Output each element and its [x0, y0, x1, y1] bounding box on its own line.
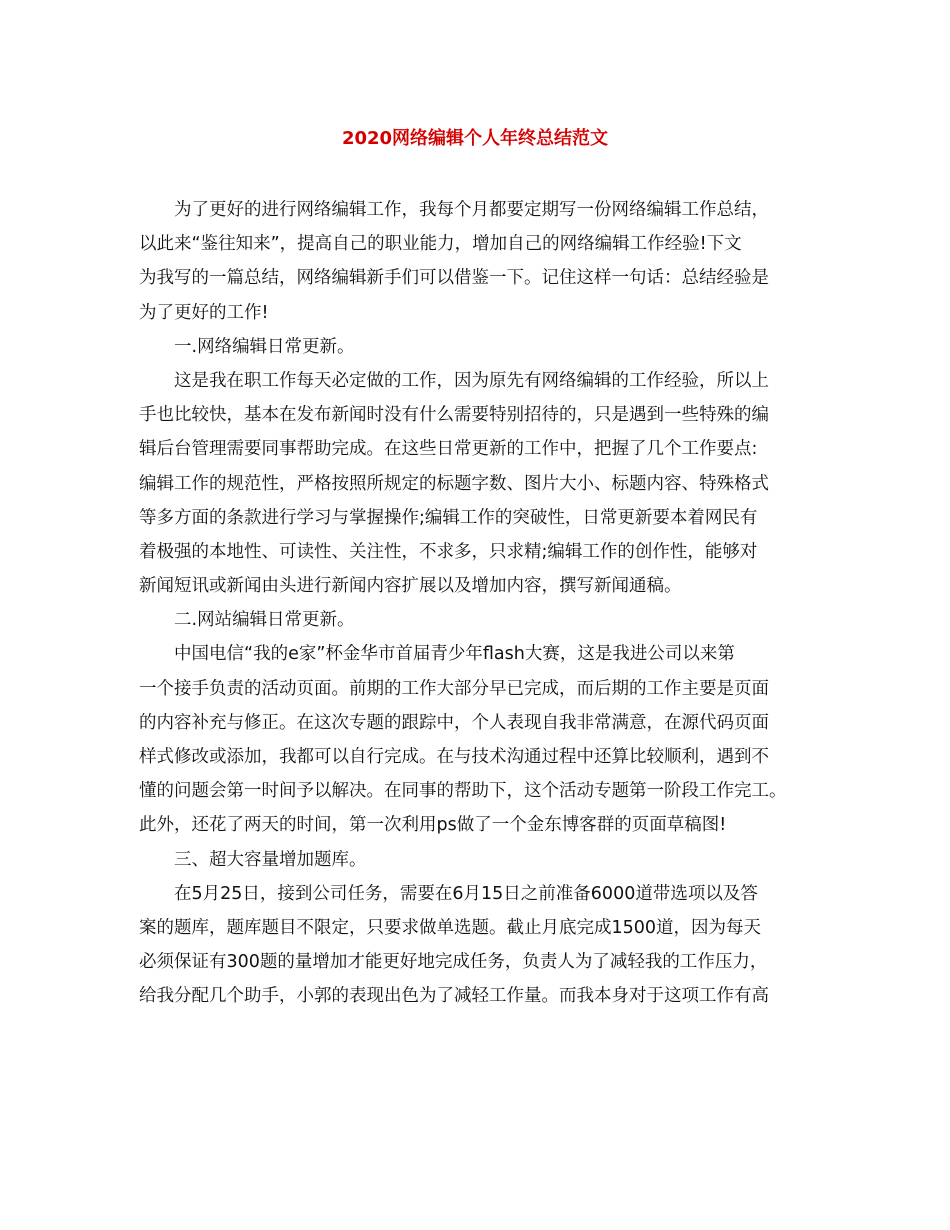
body-line: 着极强的本地性、可读性、关注性，不求多，只求精;编辑工作的创作性，能够对: [139, 541, 758, 562]
body-line: 新闻短讯或新闻由头进行新闻内容扩展以及增加内容，撰写新闻通稿。: [139, 576, 682, 597]
body-line: 中国电信“我的e家”杯金华市首届青少年flash大赛，这是我进公司以来第: [174, 644, 735, 665]
body-line: 为我写的一篇总结，网络编辑新手们可以借鉴一下。记住这样一句话：总结经验是: [139, 268, 769, 289]
body-line: 二.网站编辑日常更新。: [174, 610, 355, 631]
body-line: 的内容补充与修正。在这次专题的跟踪中，个人表现自我非常满意，在源代码页面: [139, 712, 769, 733]
body-line: 给我分配几个助手，小郭的表现出色为了减轻工作量。而我本身对于这项工作有高: [139, 986, 769, 1007]
body-line: 这是我在职工作每天必定做的工作，因为原先有网络编辑的工作经验，所以上: [174, 370, 769, 391]
body-line: 编辑工作的规范性，严格按照所规定的标题字数、图片大小、标题内容、特殊格式: [139, 473, 769, 494]
body-line: 等多方面的条款进行学习与掌握操作;编辑工作的突破性，日常更新要本着网民有: [139, 507, 758, 528]
document-title: 2020网络编辑个人年终总结范文: [341, 128, 609, 149]
body-line: 为了更好的进行网络编辑工作，我每个月都要定期写一份网络编辑工作总结，: [174, 200, 769, 220]
body-line: 辑后台管理需要同事帮助完成。在这些日常更新的工作中，把握了几个工作要点:: [139, 439, 758, 460]
body-line: 以此来“鉴往知来”，提高自己的职业能力，增加自己的网络编辑工作经验!下文: [139, 234, 742, 255]
body-line: 懂的问题会第一时间予以解决。在同事的帮助下，这个活动专题第一阶段工作完工。: [139, 781, 787, 802]
document-body: [139, 193, 829, 1014]
body-line: 一个接手负责的活动页面。前期的工作大部分早已完成，而后期的工作主要是页面: [139, 678, 769, 699]
body-line: 三、超大容量增加题库。: [174, 849, 367, 870]
body-line: 此外，还花了两天的时间，第一次利用ps做了一个金东博客群的页面草稿图!: [139, 815, 727, 836]
body-line: 案的题库，题库题目不限定，只要求做单选题。截止月底完成1500道，因为每天: [139, 917, 762, 938]
body-line: 样式修改或添加，我都可以自行完成。在与技术沟通过程中还算比较顺利，遇到不: [139, 747, 769, 767]
body-line: 一.网络编辑日常更新。: [174, 336, 355, 357]
body-line: 手也比较快，基本在发布新闻时没有什么需要特别招待的，只是遇到一些特殊的编: [139, 405, 769, 426]
body-line: 必须保证有300题的量增加才能更好地完成任务，负责人为了减轻我的工作压力，: [139, 952, 768, 973]
body-line: 为了更好的工作!: [139, 302, 269, 323]
body-line: 在5月25日，接到公司任务，需要在6月15日之前准备6000道带选项以及答: [174, 883, 758, 904]
